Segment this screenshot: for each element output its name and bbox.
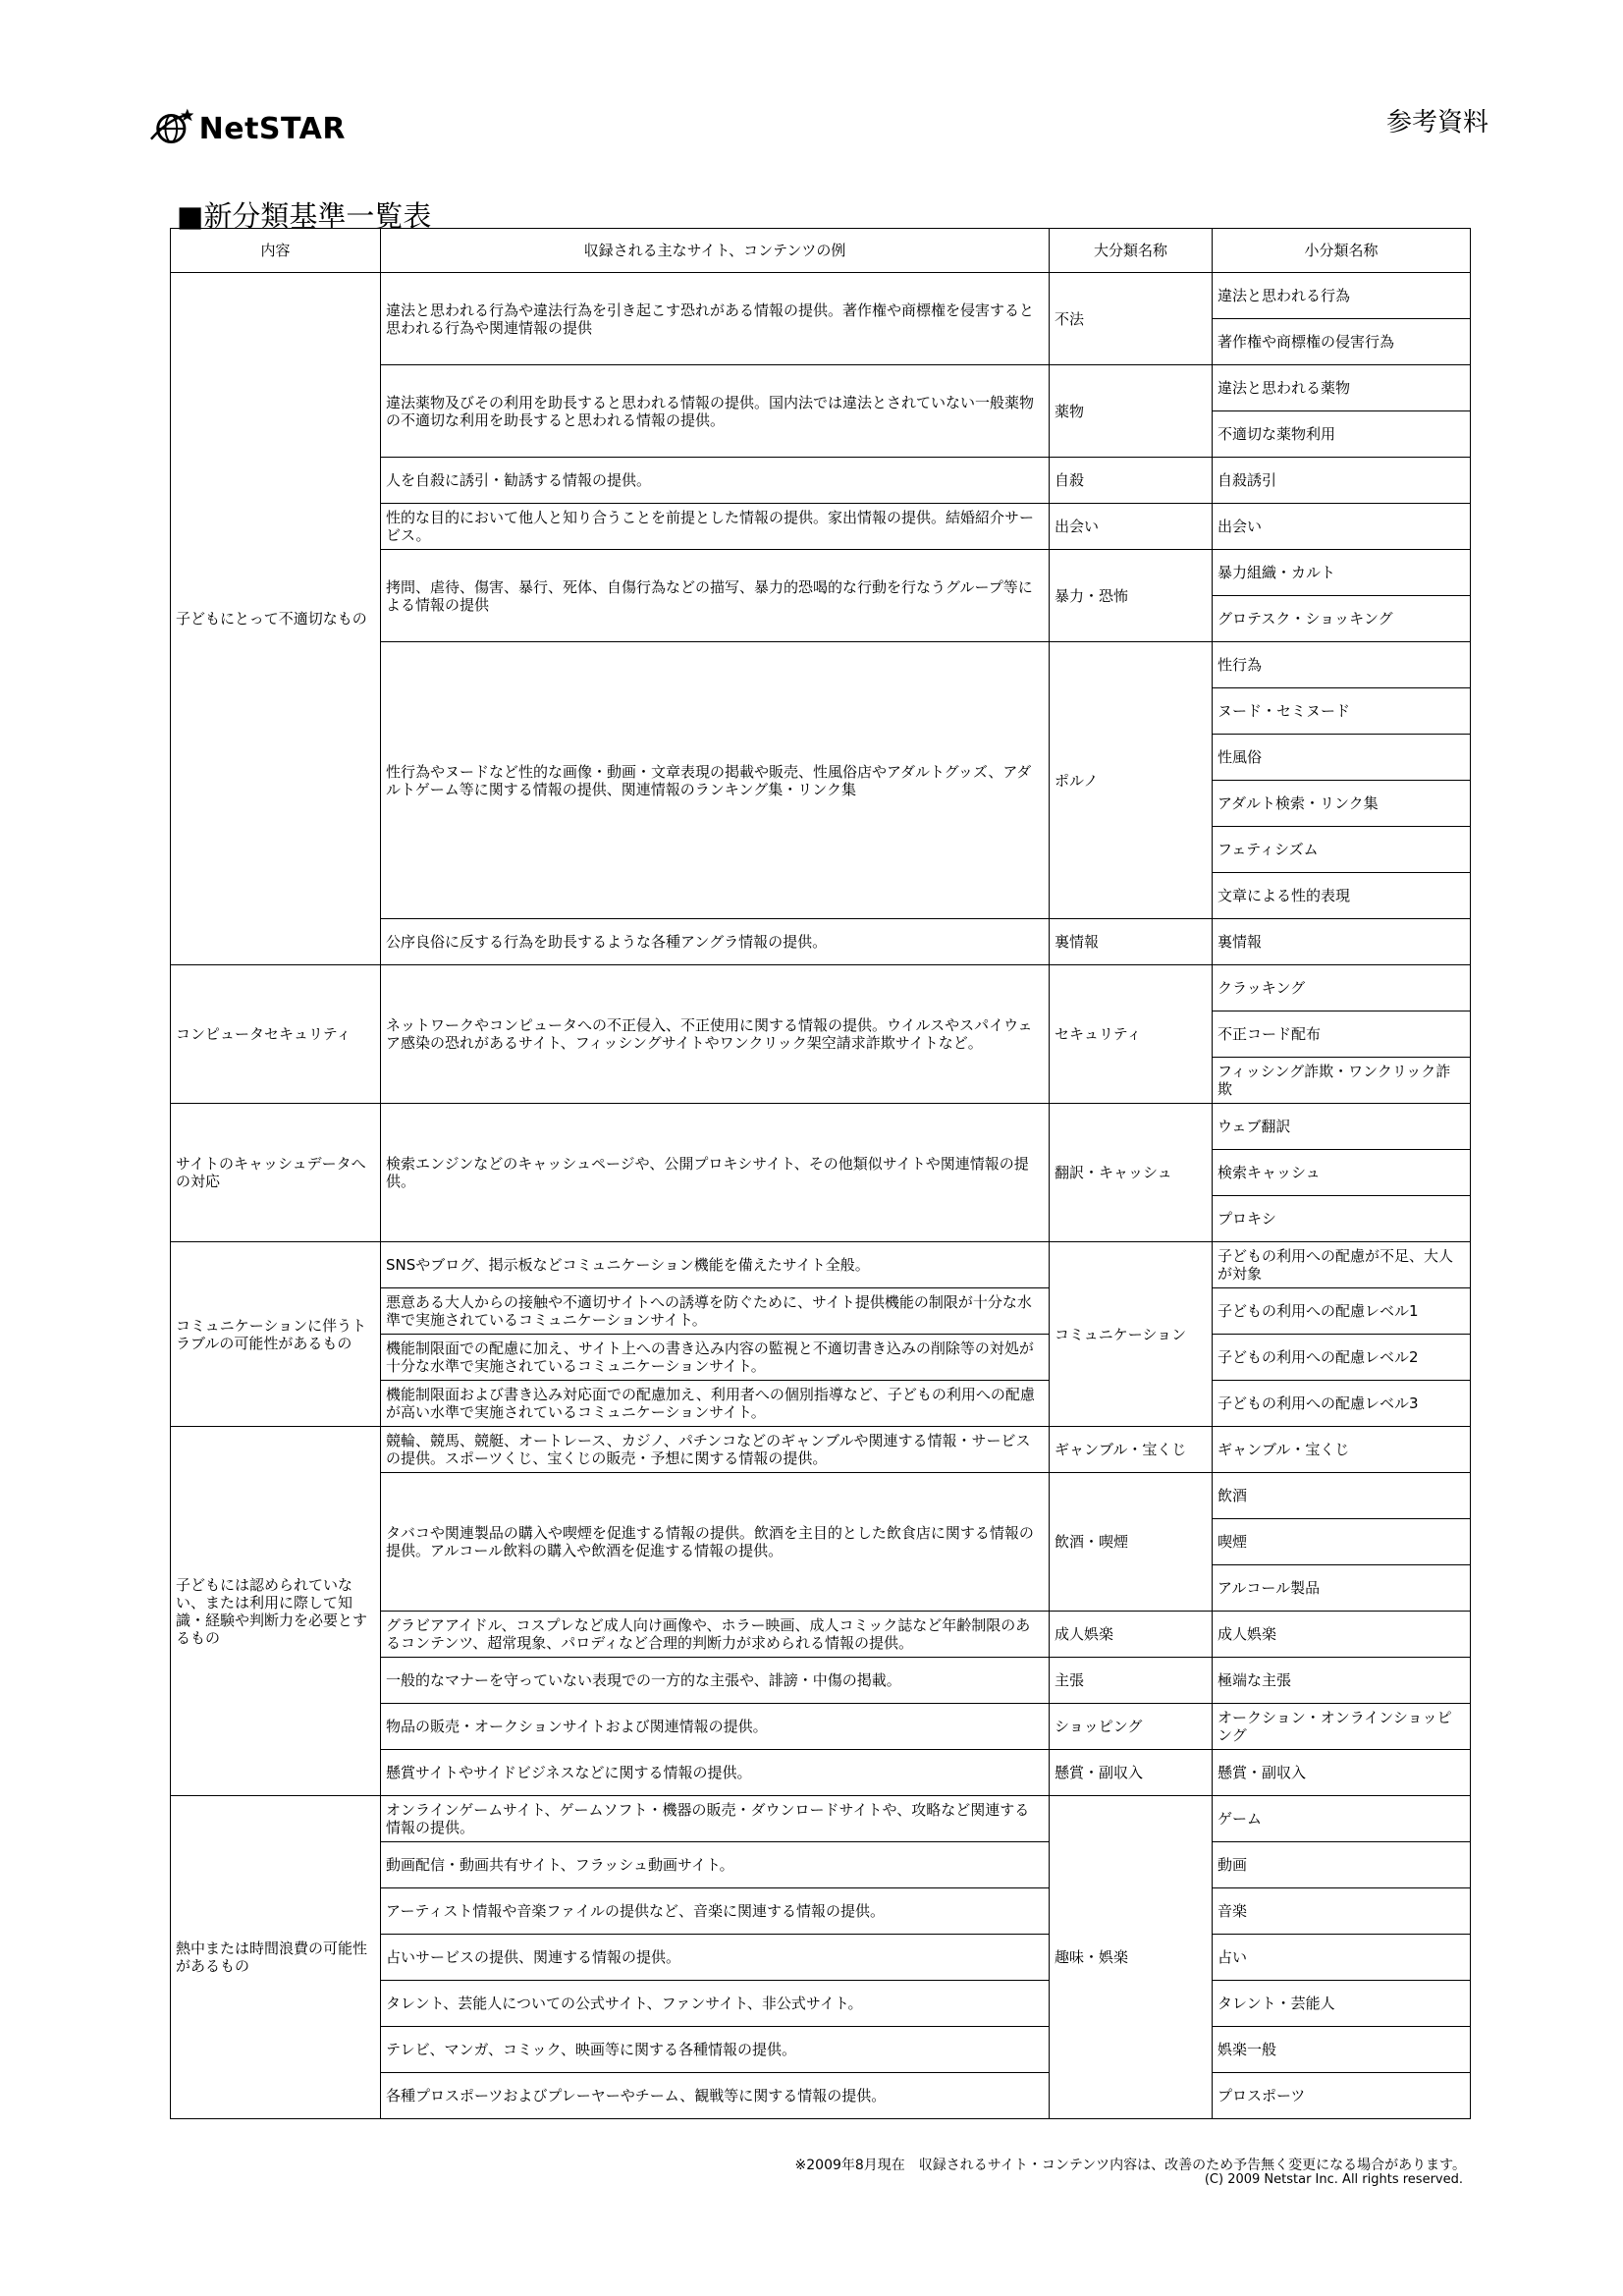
header-content: 内容 xyxy=(171,229,381,273)
example-cell: 占いサービスの提供、関連する情報の提供。 xyxy=(381,1935,1050,1981)
example-cell: 各種プロスポーツおよびプレーヤーやチーム、観戦等に関する情報の提供。 xyxy=(381,2073,1050,2119)
minor-category-cell: アダルト検索・リンク集 xyxy=(1213,781,1471,827)
minor-category-cell: 子どもの利用への配慮レベル3 xyxy=(1213,1381,1471,1427)
minor-category-cell: 成人娯楽 xyxy=(1213,1612,1471,1658)
example-cell: 機能制限面および書き込み対応面での配慮加え、利用者への個別指導など、子どもの利用への配慮が高い水準で実施されているコミュニケーションサイト。 xyxy=(381,1381,1050,1427)
table-row xyxy=(171,1796,1471,1842)
example-cell: テレビ、マンガ、コミック、映画等に関する各種情報の提供。 xyxy=(381,2027,1050,2073)
minor-category-cell: ヌード・セミヌード xyxy=(1213,688,1471,735)
example-cell: 機能制限面での配慮に加え、サイト上への書き込み内容の監視と不適切書き込みの削除等の対処が十分な水準で実施されているコミュニケーションサイト。 xyxy=(381,1335,1050,1381)
page-title: ■新分類基準一覧表 xyxy=(177,199,432,233)
major-category-cell: 成人娯楽 xyxy=(1050,1612,1213,1658)
minor-category-cell: 子どもの利用への配慮が不足、大人が対象 xyxy=(1213,1242,1471,1288)
content-cell: コンピュータセキュリティ xyxy=(171,965,381,1104)
example-cell: 違法薬物及びその利用を助長すると思われる情報の提供。国内法では違法とされていない一般薬物の不適切な利用を助長すると思われる情報の提供。 xyxy=(381,365,1050,458)
minor-category-cell: オークション・オンラインショッピング xyxy=(1213,1704,1471,1750)
example-cell: 懸賞サイトやサイドビジネスなどに関する情報の提供。 xyxy=(381,1750,1050,1796)
minor-category-cell: 子どもの利用への配慮レベル1 xyxy=(1213,1288,1471,1335)
content-cell: コミュニケーションに伴うトラブルの可能性があるもの xyxy=(171,1242,381,1427)
example-cell: 性行為やヌードなど性的な画像・動画・文章表現の掲載や販売、性風俗店やアダルトグッズ、アダルトゲーム等に関する情報の提供、関連情報のランキング集・リンク集 xyxy=(381,642,1050,919)
minor-category-cell: 娯楽一般 xyxy=(1213,2027,1471,2073)
table-row xyxy=(171,1242,1471,1288)
major-category-cell: 飲酒・喫煙 xyxy=(1050,1473,1213,1612)
major-category-cell: 薬物 xyxy=(1050,365,1213,458)
major-category-cell: 出会い xyxy=(1050,504,1213,550)
example-cell: オンラインゲームサイト、ゲームソフト・機器の販売・ダウンロードサイトや、攻略など関連する情報の提供。 xyxy=(381,1796,1050,1842)
example-cell: 競輪、競馬、競艇、オートレース、カジノ、パチンコなどのギャンブルや関連する情報・サービスの提供。スポーツくじ、宝くじの販売・予想に関する情報の提供。 xyxy=(381,1427,1050,1473)
major-category-cell: 自殺 xyxy=(1050,458,1213,504)
major-category-cell: 趣味・娯楽 xyxy=(1050,1796,1213,2119)
footer-copyright: (C) 2009 Netstar Inc. All rights reserved. xyxy=(1204,2172,1463,2187)
example-cell: 公序良俗に反する行為を助長するような各種アングラ情報の提供。 xyxy=(381,919,1050,965)
major-category-cell: 懸賞・副収入 xyxy=(1050,1750,1213,1796)
header-minor-category: 小分類名称 xyxy=(1213,229,1471,273)
header-major-category: 大分類名称 xyxy=(1050,229,1213,273)
major-category-cell: ポルノ xyxy=(1050,642,1213,919)
content-cell: 子どもには認められていない、または利用に際して知識・経験や判断力を必要とするもの xyxy=(171,1427,381,1796)
table-row xyxy=(171,273,1471,319)
major-category-cell: コミュニケーション xyxy=(1050,1242,1213,1427)
minor-category-cell: ゲーム xyxy=(1213,1796,1471,1842)
minor-category-cell: フィッシング詐欺・ワンクリック詐欺 xyxy=(1213,1058,1471,1104)
minor-category-cell: 飲酒 xyxy=(1213,1473,1471,1519)
minor-category-cell: ウェブ翻訳 xyxy=(1213,1104,1471,1150)
content-cell: サイトのキャッシュデータへの対応 xyxy=(171,1104,381,1242)
major-category-cell: ギャンブル・宝くじ xyxy=(1050,1427,1213,1473)
minor-category-cell: プロキシ xyxy=(1213,1196,1471,1242)
minor-category-cell: 極端な主張 xyxy=(1213,1658,1471,1704)
minor-category-cell: 文章による性的表現 xyxy=(1213,873,1471,919)
minor-category-cell: 性行為 xyxy=(1213,642,1471,688)
header-examples: 収録される主なサイト、コンテンツの例 xyxy=(381,229,1050,273)
example-cell: 物品の販売・オークションサイトおよび関連情報の提供。 xyxy=(381,1704,1050,1750)
example-cell: タバコや関連製品の購入や喫煙を促進する情報の提供。飲酒を主目的とした飲食店に関する情報の提供。アルコール飲料の購入や飲酒を促進する情報の提供。 xyxy=(381,1473,1050,1612)
example-cell: ネットワークやコンピュータへの不正侵入、不正使用に関する情報の提供。ウイルスやスパイウェア感染の恐れがあるサイト、フィッシングサイトやワンクリック架空請求詐欺サイトなど。 xyxy=(381,965,1050,1104)
minor-category-cell: ギャンブル・宝くじ xyxy=(1213,1427,1471,1473)
minor-category-cell: 音楽 xyxy=(1213,1888,1471,1935)
logo-text: NetSTAR xyxy=(198,111,346,146)
minor-category-cell: 不適切な薬物利用 xyxy=(1213,411,1471,458)
major-category-cell: セキュリティ xyxy=(1050,965,1213,1104)
example-cell: 人を自殺に誘引・勧誘する情報の提供。 xyxy=(381,458,1050,504)
minor-category-cell: フェティシズム xyxy=(1213,827,1471,873)
example-cell: SNSやブログ、掲示板などコミュニケーション機能を備えたサイト全般。 xyxy=(381,1242,1050,1288)
minor-category-cell: 喫煙 xyxy=(1213,1519,1471,1565)
content-cell: 子どもにとって不適切なもの xyxy=(171,273,381,965)
example-cell: 検索エンジンなどのキャッシュページや、公開プロキシサイト、その他類似サイトや関連情報の提供。 xyxy=(381,1104,1050,1242)
minor-category-cell: 検索キャッシュ xyxy=(1213,1150,1471,1196)
minor-category-cell: グロテスク・ショッキング xyxy=(1213,596,1471,642)
example-cell: アーティスト情報や音楽ファイルの提供など、音楽に関連する情報の提供。 xyxy=(381,1888,1050,1935)
major-category-cell: 翻訳・キャッシュ xyxy=(1050,1104,1213,1242)
minor-category-cell: 出会い xyxy=(1213,504,1471,550)
minor-category-cell: クラッキング xyxy=(1213,965,1471,1011)
minor-category-cell: 違法と思われる薬物 xyxy=(1213,365,1471,411)
minor-category-cell: 裏情報 xyxy=(1213,919,1471,965)
example-cell: 性的な目的において他人と知り合うことを前提とした情報の提供。家出情報の提供。結婚紹介サービス。 xyxy=(381,504,1050,550)
minor-category-cell: アルコール製品 xyxy=(1213,1565,1471,1612)
example-cell: タレント、芸能人についての公式サイト、ファンサイト、非公式サイト。 xyxy=(381,1981,1050,2027)
reference-label: 参考資料 xyxy=(1385,108,1488,137)
major-category-cell: 主張 xyxy=(1050,1658,1213,1704)
classification-table xyxy=(170,228,1471,2119)
minor-category-cell: プロスポーツ xyxy=(1213,2073,1471,2119)
footer-note: ※2009年8月現在 収録されるサイト・コンテンツ内容は、改善のため予告無く変更になる場合があります。 xyxy=(794,2158,1466,2173)
minor-category-cell: タレント・芸能人 xyxy=(1213,1981,1471,2027)
table-header-row xyxy=(171,229,1471,273)
table-row xyxy=(171,965,1471,1011)
content-cell: 熱中または時間浪費の可能性があるもの xyxy=(171,1796,381,2119)
minor-category-cell: 不正コード配布 xyxy=(1213,1011,1471,1058)
netstar-logo xyxy=(149,106,346,151)
minor-category-cell: 動画 xyxy=(1213,1842,1471,1888)
minor-category-cell: 懸賞・副収入 xyxy=(1213,1750,1471,1796)
major-category-cell: 裏情報 xyxy=(1050,919,1213,965)
table-row xyxy=(171,1104,1471,1150)
example-cell: 拷問、虐待、傷害、暴行、死体、自傷行為などの描写、暴力的恐喝的な行動を行なうグループ等による情報の提供 xyxy=(381,550,1050,642)
minor-category-cell: 著作権や商標権の侵害行為 xyxy=(1213,319,1471,365)
minor-category-cell: 暴力組織・カルト xyxy=(1213,550,1471,596)
example-cell: 悪意ある大人からの接触や不適切サイトへの誘導を防ぐために、サイト提供機能の制限が十分な水準で実施されているコミュニケーションサイト。 xyxy=(381,1288,1050,1335)
minor-category-cell: 違法と思われる行為 xyxy=(1213,273,1471,319)
minor-category-cell: 占い xyxy=(1213,1935,1471,1981)
example-cell: グラビアアイドル、コスプレなど成人向け画像や、ホラー映画、成人コミック誌など年齢制限のあるコンテンツ、超常現象、パロディなど合理的判断力が求められる情報の提供。 xyxy=(381,1612,1050,1658)
table-body xyxy=(171,273,1471,2119)
major-category-cell: 不法 xyxy=(1050,273,1213,365)
minor-category-cell: 子どもの利用への配慮レベル2 xyxy=(1213,1335,1471,1381)
globe-star-icon xyxy=(149,106,193,151)
example-cell: 一般的なマナーを守っていない表現での一方的な主張や、誹謗・中傷の掲載。 xyxy=(381,1658,1050,1704)
example-cell: 違法と思われる行為や違法行為を引き起こす恐れがある情報の提供。著作権や商標権を侵害すると思われる行為や関連情報の提供 xyxy=(381,273,1050,365)
major-category-cell: 暴力・恐怖 xyxy=(1050,550,1213,642)
major-category-cell: ショッピング xyxy=(1050,1704,1213,1750)
minor-category-cell: 性風俗 xyxy=(1213,735,1471,781)
minor-category-cell: 自殺誘引 xyxy=(1213,458,1471,504)
table-row xyxy=(171,1427,1471,1473)
example-cell: 動画配信・動画共有サイト、フラッシュ動画サイト。 xyxy=(381,1842,1050,1888)
